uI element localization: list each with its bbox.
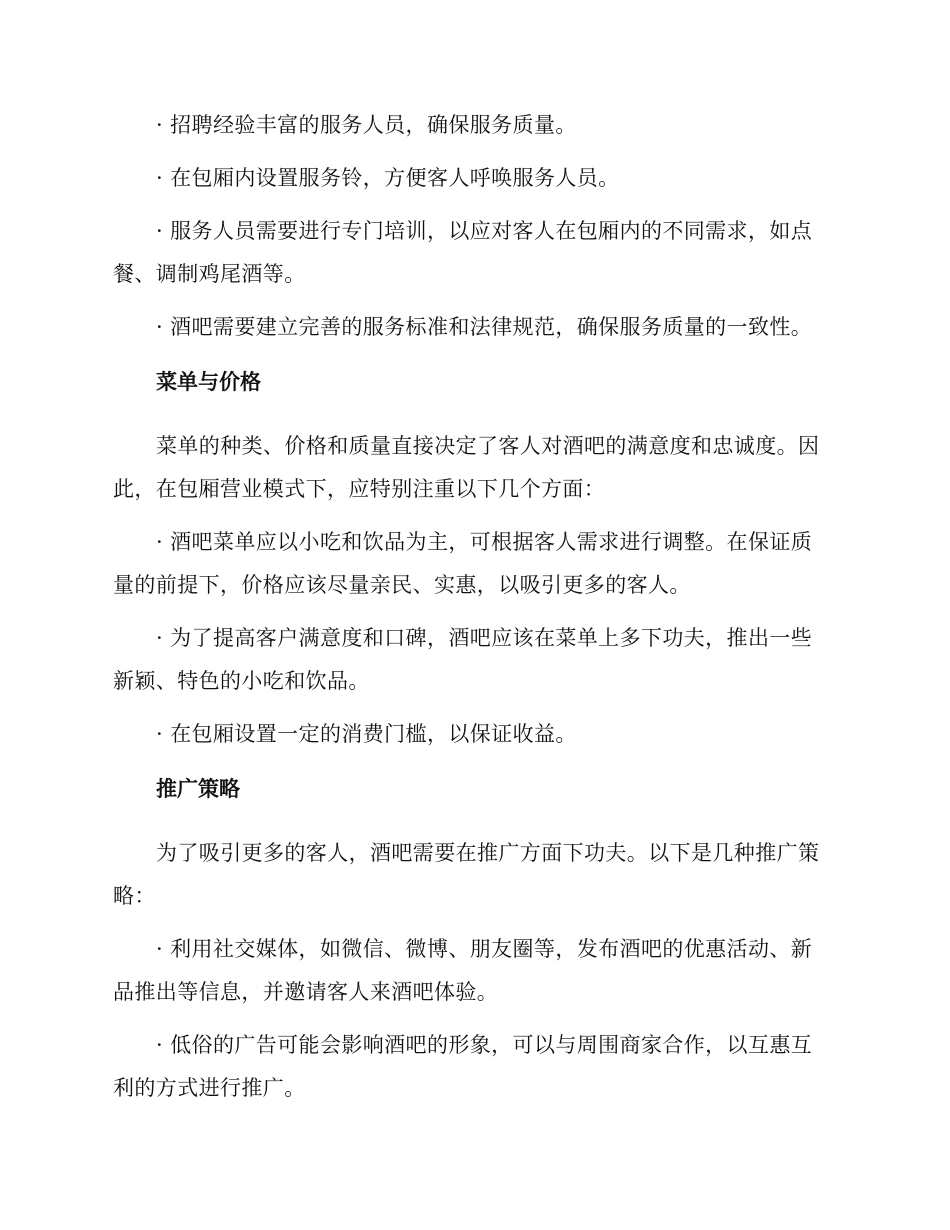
service-bullet-4: · 酒吧需要建立完善的服务标准和法律规范，确保服务质量的一致性。	[156, 315, 813, 339]
menu-bullet-3: · 在包厢设置一定的消费门槛，以保证收益。	[156, 722, 577, 746]
promo-section-heading: 推广策略	[156, 777, 240, 801]
promo-bullet-2: · 低俗的广告可能会影响酒吧的形象，可以与周围商家合作，以互惠互利的方式进行推广。	[113, 1033, 813, 1100]
menu-section-heading: 菜单与价格	[156, 370, 261, 394]
menu-intro-paragraph: 菜单的种类、价格和质量直接决定了客人对酒吧的满意度和忠诚度。因此，在包厢营业模式下，应特别注重以下几个方面：	[113, 434, 820, 501]
promo-bullet-1: · 利用社交媒体，如微信、微博、朋友圈等，发布酒吧的优惠活动、新品推出等信息，并邀请客人来酒吧体验。	[113, 937, 813, 1004]
service-bullet-2: · 在包厢内设置服务铃，方便客人呼唤服务人员。	[156, 166, 620, 190]
menu-bullet-2: · 为了提高客户满意度和口碑，酒吧应该在菜单上多下功夫，推出一些新颖、特色的小吃和饮品。	[113, 626, 813, 693]
menu-bullet-1: · 酒吧菜单应以小吃和饮品为主，可根据客人需求进行调整。在保证质量的前提下，价格应该尽量亲民、实惠，以吸引更多的客人。	[113, 530, 813, 597]
service-bullet-3: · 服务人员需要进行专门培训，以应对客人在包厢内的不同需求，如点餐、调制鸡尾酒等。	[113, 219, 813, 286]
service-bullet-1: · 招聘经验丰富的服务人员，确保服务质量。	[156, 113, 577, 137]
promo-intro-paragraph: 为了吸引更多的客人，酒吧需要在推广方面下功夫。以下是几种推广策略：	[113, 841, 820, 908]
